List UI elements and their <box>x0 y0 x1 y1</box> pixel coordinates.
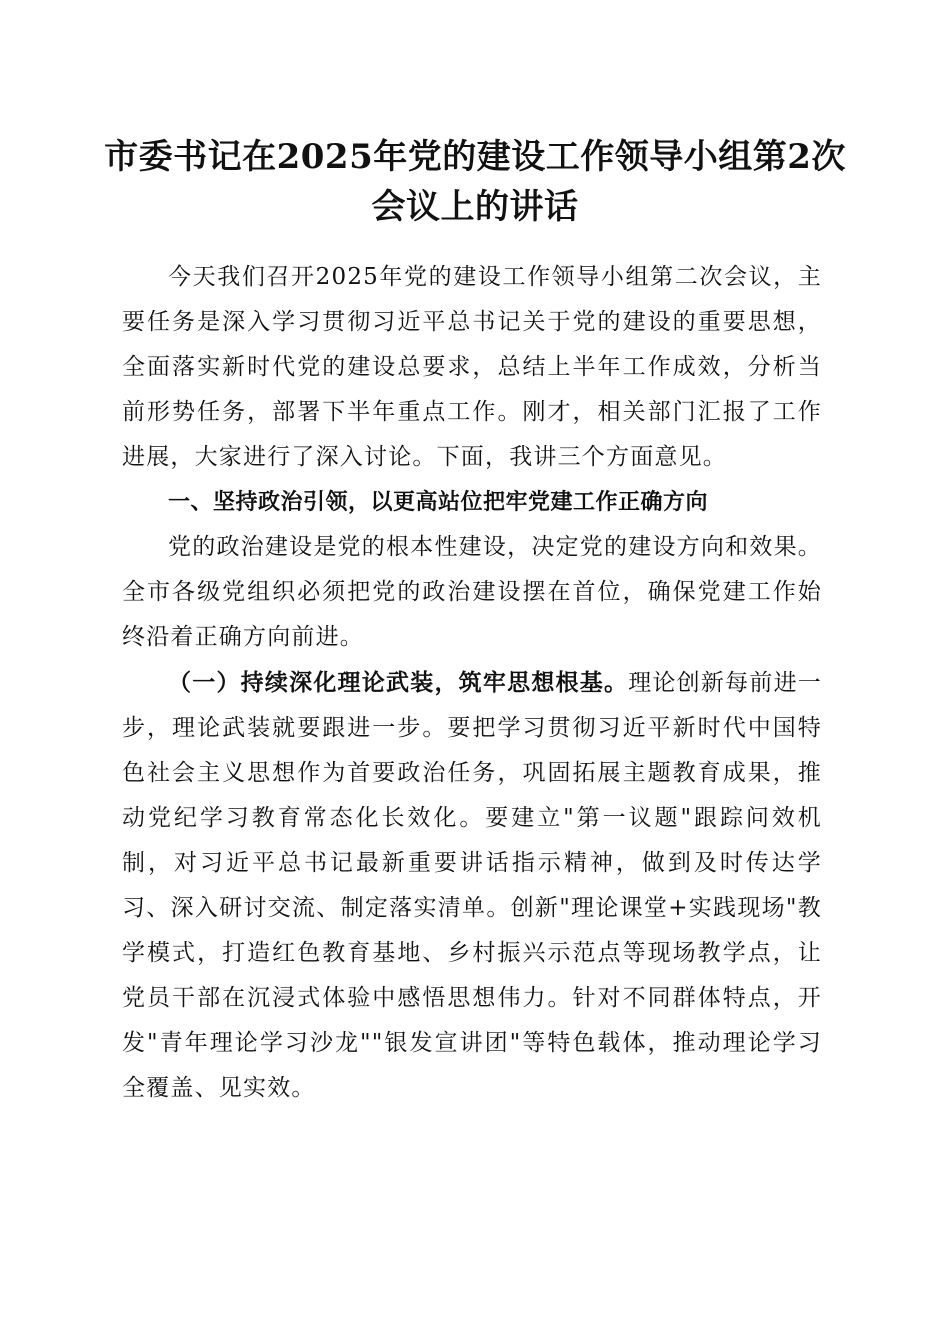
document-title: 市委书记在2025年党的建设工作领导小组第2次会议上的讲话 <box>104 137 846 227</box>
section-paragraph: 党的政治建设是党的根本性建设，决定党的建设方向和效果。全市各级党组织必须把党的政治建设摆在首位，确保党建工作始终沿着正确方向前进。 <box>122 534 822 650</box>
subsection-paragraph <box>122 660 822 1111</box>
subsection-lead: （一）持续深化理论武装，筑牢思想根基。 <box>168 669 629 696</box>
intro-paragraph: 今天我们召开2025年党的建设工作领导小组第二次会议，主要任务是深入学习贯彻习近平总书记关于党的建设的重要思想，全面落实新时代党的建设总要求，总结上半年工作成效，分析当前形势任务，部署下半年重点工作。刚才，相关部门汇报了工作进展，大家进行了深入讨论。下面，我讲三个方面意见。 <box>122 264 822 470</box>
section-heading: 一、坚持政治引领，以更高站位把牢党建工作正确方向 <box>168 490 709 515</box>
document-body <box>122 255 822 1111</box>
subsection-text: 理论创新每前进一步，理论武装就要跟进一步。要把学习贯彻习近平新时代中国特色社会主义思想作为首要政治任务，巩固拓展主题教育成果，推动党纪学习教育常态化长效化。要建立"第一议题"跟踪问效机制，对习近平总书记最新重要讲话指示精神，做到及时传达学习、深入研讨交流、制定落实清单。创新"理论课堂+实践现场"教学模式，打造红色教育基地、乡村振兴示范点等现场教学点，让党员干部在沉浸式体验中感悟思想伟力。针对不同群体特点，开发"青年理论学习沙龙""银发宣讲团"等特色载体，推动理论学习全覆盖、见实效。 <box>122 670 822 1101</box>
